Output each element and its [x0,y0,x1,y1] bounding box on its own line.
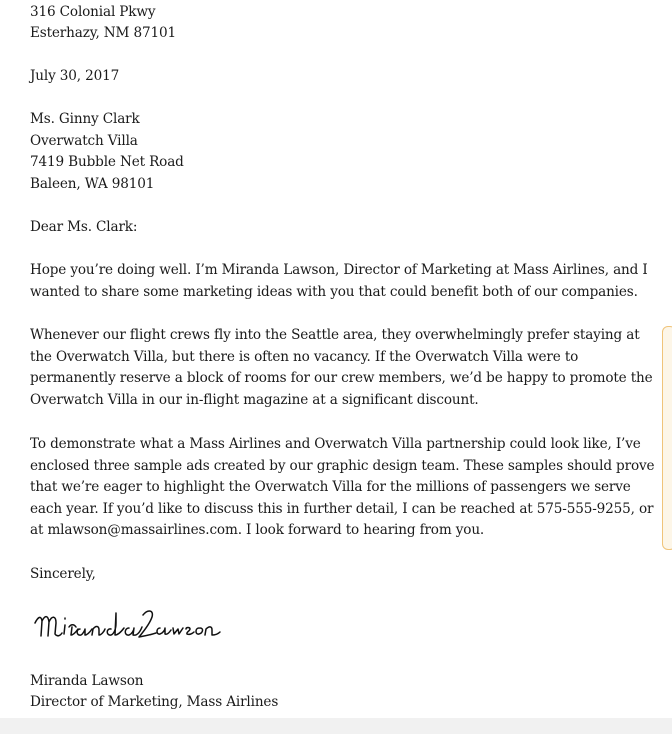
scrollbar[interactable] [662,326,672,550]
body-paragraph-2 [30,325,653,411]
recipient-street: 7419 Bubble Net Road [30,154,184,170]
sender-street: 316 Colonial Pkwy [30,4,156,20]
body-paragraph-1 [30,260,650,303]
recipient-name: Ms. Ginny Clark [30,111,140,127]
salutation: Dear Ms. Clark: [30,219,138,235]
paragraph-line: at mlawson@massairlines.com. I look forward to hearing from you. [30,522,485,538]
paragraph-line: that we’re eager to highlight the Overwatch Villa for the millions of passengers we serve [30,479,631,495]
paragraph-line: the Overwatch Villa, but there is often no vacancy. If the Overwatch Villa were to [30,348,579,365]
closing: Sincerely, [30,566,96,582]
paragraph-line: wanted to share some marketing ideas with you that could benefit both of our companies. [30,283,638,300]
paragraph-line: permanently reserve a block of rooms for our crew members, we’d be happy to promote the [30,370,653,386]
signer-title: Director of Marketing, Mass Airlines [30,694,279,710]
handwritten-signature [32,603,272,649]
page-bottom-margin [0,718,672,734]
body-paragraph-3 [30,434,655,542]
signature-graphic [32,603,272,645]
recipient-company: Overwatch Villa [30,133,138,149]
signer-name: Miranda Lawson [30,673,144,689]
letter-date: July 30, 2017 [30,68,120,84]
paragraph-line: each year. If you’d like to discuss this in further detail, I can be reached at 575-555-9255, or [30,500,654,517]
paragraph-line: Whenever our flight crews fly into the Seattle area, they overwhelmingly prefer staying at [30,327,640,343]
paragraph-line: To demonstrate what a Mass Airlines and Overwatch Villa partnership could look like, I’ve [30,436,641,452]
paragraph-line: Hope you’re doing well. I’m Miranda Lawson, Director of Marketing at Mass Airlines, and I [30,262,648,278]
recipient-city: Baleen, WA 98101 [30,176,155,192]
paragraph-line: Overwatch Villa in our in-flight magazine at a significant discount. [30,391,479,408]
paragraph-line: enclosed three sample ads created by our graphic design team. These samples should prove [30,457,655,474]
sender-city: Esterhazy, NM 87101 [30,25,176,41]
